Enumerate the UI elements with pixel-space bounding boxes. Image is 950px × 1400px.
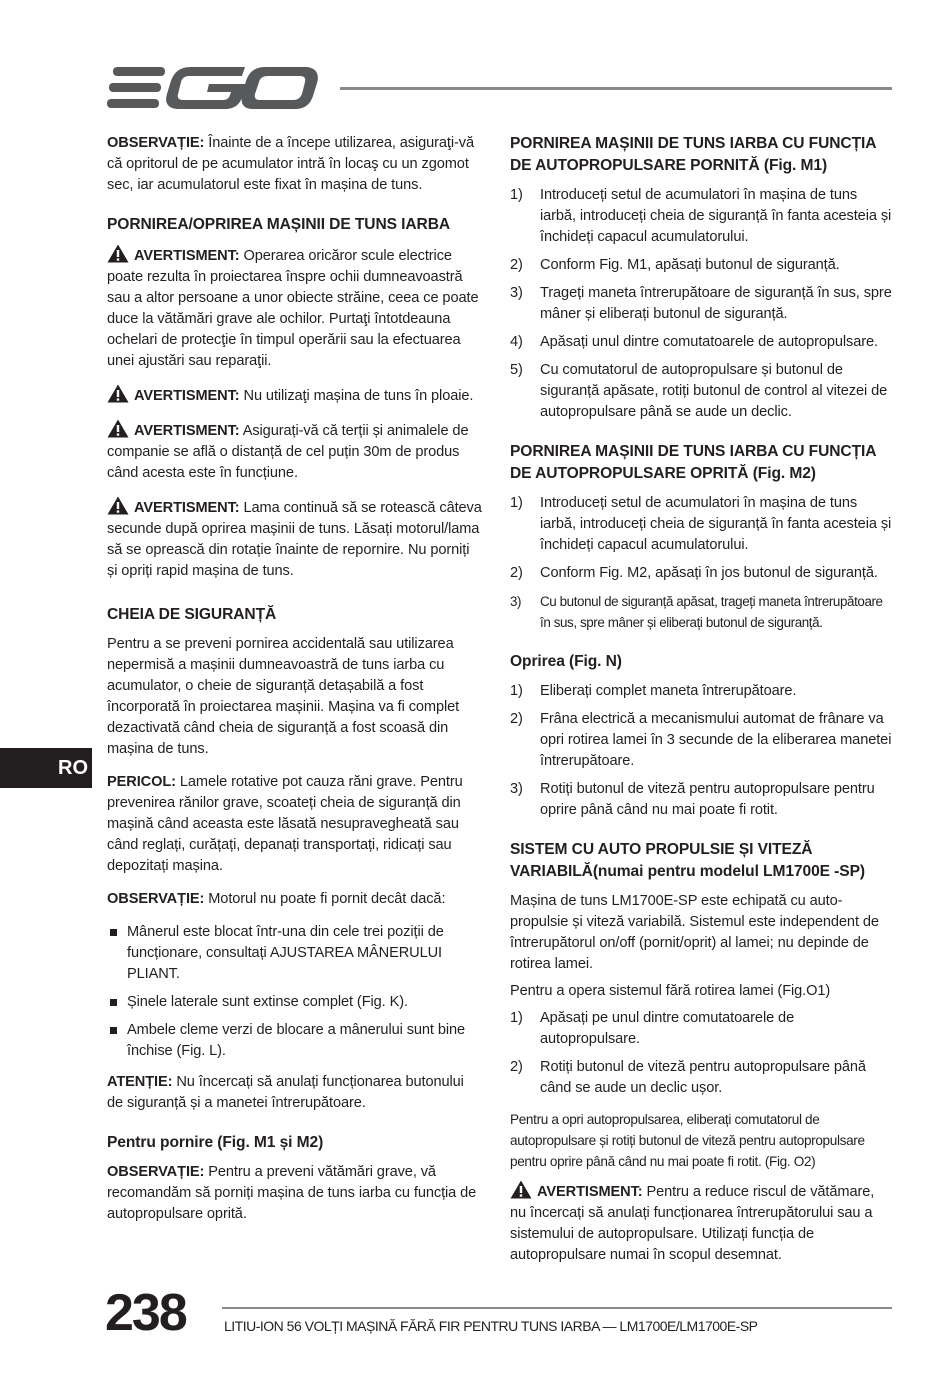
ego-logo: [107, 64, 319, 112]
list-item: 3) Trageți maneta întrerupătoare de siguranță în sus, spre mâner și eliberați butonul de siguranță.: [510, 285, 892, 322]
list-item: 2) Conform Fig. M2, apăsați în jos butonul de siguranță.: [510, 565, 878, 581]
warning-blade-rotation: AVERTISMENT: Lama continuă să se rotească câteva secunde după oprirea mașinii de tuns. Lăsați motorul/lama să se oprească din rotație înainte de repornire. Nu porniți și opriți rapid mașina de tuns.: [107, 496, 482, 582]
heading-stop: Oprirea (Fig. N): [510, 653, 622, 670]
footer-rule: [222, 1307, 892, 1309]
heading-start-stop: PORNIREA/OPRIREA MAȘINII DE TUNS IARBA: [107, 216, 451, 233]
warning-distance: AVERTISMENT: Asigurați-vă că terții și animalele de companie se află o distanță de cel puțin 30m de produs când acesta este în funcțiune.: [107, 419, 482, 484]
list-item: 5) Cu comutatorul de autopropulsare și butonul de siguranță apăsate, rotiți butonul de control al vitezei de autopropulsare până se aude un declic.: [510, 362, 888, 420]
heading-start-self-propelled-on: PORNIREA MAȘINII DE TUNS IARBA CU FUNCȚIA DE AUTOPROPULSARE PORNITĂ (Fig. M1): [510, 135, 876, 174]
bullet-square: [110, 1027, 117, 1034]
list-item: 1) Introduceți setul de acumulatori în mașina de tuns iarbă, introduceți cheia de siguranță în fanta acesteia și închideți capacul acumulatorului.: [510, 495, 892, 553]
warning-eye-protection: AVERTISMENT: Operarea oricăror scule electrice poate rezulta în proiectarea înspre ochii dumneavoastră sau a altor persoane a unor obiecte străine, ceea ce poate duce la vătămări grave ale ochilor. Purtaţi întotdeauna ochelari de protecţie în timpul operării sau la efectuarea unei ajustări sau reparaţii.: [107, 244, 482, 372]
list-item: 2) Frâna electrică a mecanismului automat de frânare va opri rotirea lamei în 3 secunde de la eliberarea manetei întrerupătoare.: [510, 711, 892, 769]
warning-icon: [510, 1180, 532, 1199]
warning-icon: [107, 496, 129, 515]
list-item: 1) Apăsați pe unul dintre comutatoarele de autopropulsare.: [510, 1010, 795, 1047]
note-motor-conditions: OBSERVAȚIE: Motorul nu poate fi pornit decât dacă:: [107, 891, 446, 907]
system-steps: [510, 1008, 892, 1099]
warning-icon: [107, 244, 129, 263]
warning-override: AVERTISMENT: Pentru a reduce riscul de vătămare, nu încercați să anulați funcționarea întrerupătorului sau a sistemului de autopropulsare. Utilizați funcția de autopropulsare numai în scopul desemnat.: [510, 1180, 892, 1266]
heading-start-self-propelled-off: PORNIREA MAȘINII DE TUNS IARBA CU FUNCȚIA DE AUTOPROPULSARE OPRITĂ (Fig. M2): [510, 443, 876, 482]
conditions-list: [107, 922, 482, 1062]
bullet-square: [110, 999, 117, 1006]
note-start-recommendation: OBSERVAȚIE: Pentru a preveni vătămări grave, vă recomandăm să porniți mașina de tuns iarba cu funcția de autopropulsare oprită.: [107, 1164, 477, 1222]
list-item: 4) Apăsați unul dintre comutatoarele de autopropulsare.: [510, 334, 878, 350]
warning-rain: AVERTISMENT: Nu utilizaţi mașina de tuns în ploaie.: [107, 384, 482, 407]
danger-note: PERICOL: Lamele rotative pot cauza răni grave. Pentru prevenirea rănilor grave, scoateți cheia de siguranță din mașină când aceasta este lăsată nesupravegheată sau când reglați, curățați, depanați transportați, ridicați sau depozitați mașina.: [107, 774, 463, 874]
list-item: Ambele cleme verzi de blocare a mânerului sunt bine închise (Fig. L).: [107, 1020, 482, 1062]
warning-icon: [107, 419, 129, 438]
attention-note: ATENȚIE: Nu încercați să anulați funcționarea butonului de siguranță și a manetei întrerupătoare.: [107, 1074, 464, 1111]
list-item: 3) Rotiți butonul de viteză pentru autopropulsare pentru oprire până când nu mai poate fi rotit.: [510, 781, 875, 818]
list-item: Mânerul este blocat într-una din cele trei poziții de funcționare, consultați AJUSTAREA MÂNERULUI PLIANT.: [107, 922, 482, 985]
list-item: 2) Rotiți butonul de viteză pentru autopropulsare până când se aude un declic ușor.: [510, 1059, 866, 1096]
heading-start: Pentru pornire (Fig. M1 și M2): [107, 1134, 324, 1151]
note-battery-click: OBSERVAȚIE: Înainte de a începe utilizarea, asiguraţi-vă că opritorul de pe acumulator intră în locaş cu un zgomot sec, iar acumulatorul este fixat în mașina de tuns.: [107, 135, 475, 193]
list-item: Șinele laterale sunt extinse complet (Fig. K).: [107, 992, 482, 1013]
system-paragraph: Mașina de tuns LM1700E-SP este echipată cu auto-propulsie și viteză variabilă. Sistemul este independent de întrerupătorul on/off (pornit/oprit) al lamei; nu depinde de rotirea lamei.: [510, 893, 879, 972]
heading-variable-speed-system: SISTEM CU AUTO PROPULSIE ȘI VITEZĂ VARIABILĂ(numai pentru modelul LM1700E -SP): [510, 841, 865, 880]
language-tab: RO: [0, 748, 92, 788]
list-item: 2) Conform Fig. M1, apăsați butonul de siguranță.: [510, 257, 840, 273]
list-item: 1) Introduceți setul de acumulatori în mașina de tuns iarbă, introduceți cheia de siguranță în fanta acesteia și închideți capacul acumulatorului.: [510, 187, 892, 245]
m1-steps: [510, 185, 892, 423]
heading-safety-key: CHEIA DE SIGURANȚĂ: [107, 606, 277, 623]
m2-steps: [510, 493, 892, 633]
safety-key-paragraph: Pentru a se preveni pornirea accidentală sau utilizarea nepermisă a mașinii dumneavoastră de tuns iarba cu acumulator, o cheie de siguranță detașabilă a fost încorporată în proiectarea mașinii. Mașina va fi complet dezactivată când cheia de siguranță a fost scoasă din mașina de tuns.: [107, 636, 460, 757]
footer-title: LITIU-ION 56 VOLȚI MAȘINĂ FĂRĂ FIR PENTRU TUNS IARBA — LM1700E/LM1700E-SP: [224, 1318, 758, 1334]
bullet-square: [110, 929, 117, 936]
system-stop-paragraph: Pentru a opri autopropulsarea, eliberați comutatorul de autopropulsare și rotiți butonul de viteză pentru autopropulsare pentru oprire până când nu mai poate fi rotit. (Fig. O2): [510, 1112, 865, 1169]
stop-steps: [510, 681, 892, 821]
warning-icon: [107, 384, 129, 403]
list-item: 1) Eliberați complet maneta întrerupătoare.: [510, 683, 797, 699]
system-operate-paragraph: Pentru a opera sistemul fără rotirea lamei (Fig.O1): [510, 983, 831, 999]
left-column: [107, 133, 482, 1237]
page-number: 238: [105, 1284, 186, 1342]
right-column: [510, 133, 892, 1278]
header-rule: [340, 87, 892, 90]
list-item: 3) Cu butonul de siguranță apăsat, trageți maneta întrerupătoare în sus, spre mâner și eliberați butonul de siguranță.: [510, 594, 883, 630]
